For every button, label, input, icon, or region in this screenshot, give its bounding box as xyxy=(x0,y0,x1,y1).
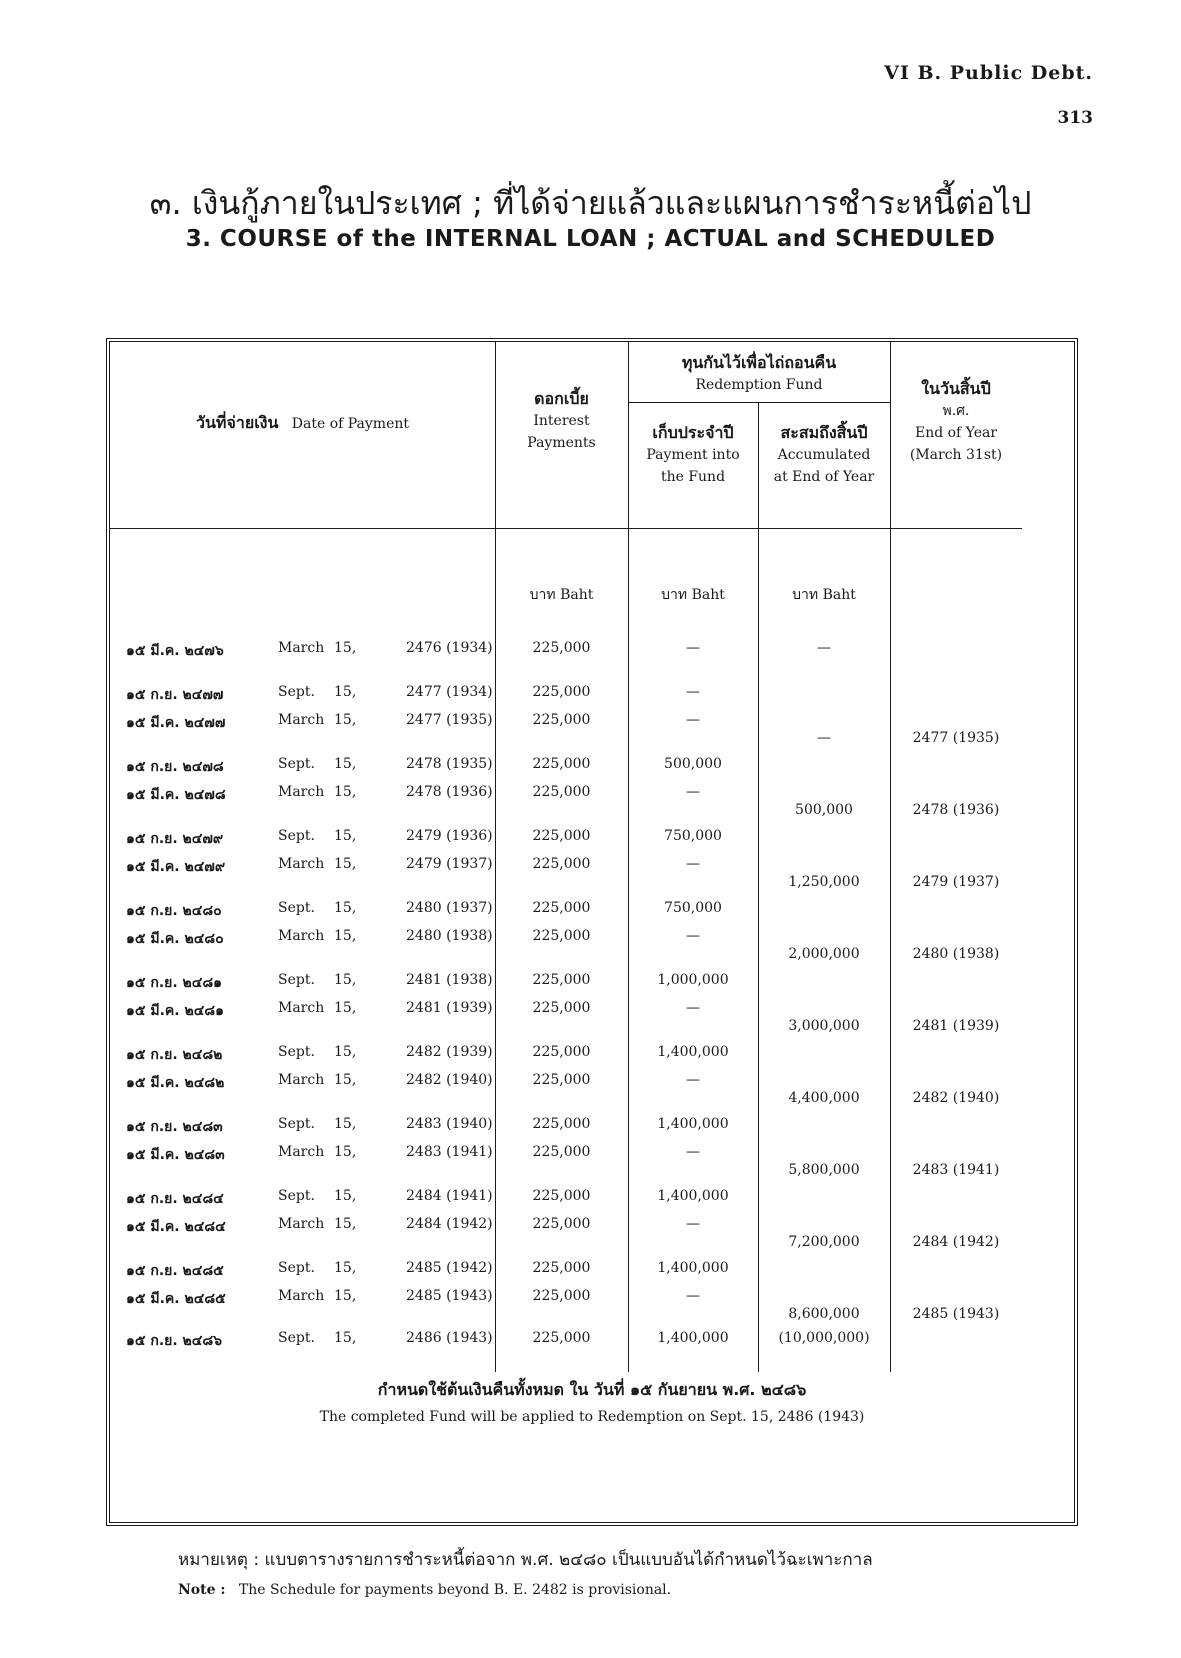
date-header-thai: วันที่จ่ายเงิน xyxy=(195,413,279,432)
row-accumulated: — xyxy=(817,730,831,746)
row-month: March xyxy=(278,928,325,944)
row-month: March xyxy=(278,712,325,728)
row-year: 2485 (1943) xyxy=(406,1288,493,1304)
row-date-thai: ๑๕ ก.ย. ๒๔๘๓ xyxy=(126,1119,223,1135)
row-interest: 225,000 xyxy=(532,856,591,872)
row-month: March xyxy=(278,640,325,656)
row-payment: 1,400,000 xyxy=(657,1330,729,1346)
row-payment: — xyxy=(686,1144,700,1160)
row-day: 15, xyxy=(334,784,357,800)
row-date-thai: ๑๕ ก.ย. ๒๔๗๙ xyxy=(126,831,224,847)
row-day: 15, xyxy=(334,1044,357,1060)
accum-header-en-1: Accumulated xyxy=(777,447,871,463)
row-end-of-year: 2484 (1942) xyxy=(912,1234,1000,1250)
row-day: 15, xyxy=(334,1330,357,1346)
row-interest: 225,000 xyxy=(532,1260,591,1276)
row-year: 2479 (1937) xyxy=(406,856,493,872)
interest-unit: บาท Baht xyxy=(529,587,594,603)
row-date-thai: ๑๕ มี.ค. ๒๔๘๑ xyxy=(126,1003,224,1019)
row-month: March xyxy=(278,784,325,800)
row-date-thai: ๑๕ ก.ย. ๒๔๘๐ xyxy=(126,903,222,919)
row-interest: 225,000 xyxy=(532,900,591,916)
row-payment: — xyxy=(686,784,700,800)
row-day: 15, xyxy=(334,712,357,728)
accum-header-en-2: at End of Year xyxy=(773,469,875,485)
payment-header-thai: เก็บประจำปี xyxy=(652,423,734,442)
row-year: 2481 (1939) xyxy=(406,1000,493,1016)
row-year: 2483 (1941) xyxy=(406,1144,493,1160)
note-thai: หมายเหตุ : แบบตารางรายการชำระหนี้ต่อจาก พ.ศ. ๒๔๘๐ เป็นแบบอันได้กำหนดไว้ฉะเพาะกาล xyxy=(178,1550,873,1570)
row-payment: 1,400,000 xyxy=(657,1260,729,1276)
fund-header-english: Redemption Fund xyxy=(695,377,823,393)
row-month: Sept. xyxy=(278,828,315,844)
row-payment: — xyxy=(686,1072,700,1088)
page-title-english: 3. COURSE of the INTERNAL LOAN ; ACTUAL and SCHEDULED xyxy=(185,226,996,252)
row-day: 15, xyxy=(334,1144,357,1160)
row-interest: 225,000 xyxy=(532,1288,591,1304)
payment-header-en-2: the Fund xyxy=(660,469,726,485)
row-month: March xyxy=(278,1216,325,1232)
row-accumulated: 2,000,000 xyxy=(788,946,860,962)
row-date-thai: ๑๕ ก.ย. ๒๔๗๘ xyxy=(126,759,224,775)
accum-header-thai: สะสมถึงสิ้นปี xyxy=(780,423,868,442)
row-payment: 500,000 xyxy=(664,756,722,772)
row-payment: — xyxy=(686,928,700,944)
note-label: Note : xyxy=(178,1582,226,1598)
row-month: Sept. xyxy=(278,684,315,700)
row-interest: 225,000 xyxy=(532,1116,591,1132)
row-month: March xyxy=(278,1000,325,1016)
row-date-thai: ๑๕ ก.ย. ๒๔๘๖ xyxy=(126,1333,223,1349)
row-year: 2477 (1934) xyxy=(406,684,493,700)
row-year: 2482 (1940) xyxy=(406,1072,493,1088)
eoy-header-thai-1: ในวันสิ้นปี xyxy=(921,379,991,398)
row-interest: 225,000 xyxy=(532,1144,591,1160)
eoy-header-thai-2: พ.ศ. xyxy=(942,403,970,419)
row-month: March xyxy=(278,1144,325,1160)
accum-header xyxy=(758,422,890,488)
row-interest: 225,000 xyxy=(532,712,591,728)
interest-header-thai: ดอกเบี้ย xyxy=(534,389,589,408)
interest-header xyxy=(495,388,628,454)
row-payment: 1,400,000 xyxy=(657,1116,729,1132)
row-month: Sept. xyxy=(278,1116,315,1132)
row-day: 15, xyxy=(334,1260,357,1276)
payment-unit: บาท Baht xyxy=(661,587,725,603)
row-interest: 225,000 xyxy=(532,928,591,944)
row-year: 2482 (1939) xyxy=(406,1044,493,1060)
row-end-of-year: 2480 (1938) xyxy=(912,946,1000,962)
page-number: 313 xyxy=(1057,108,1093,128)
payment-header-en-1: Payment into xyxy=(646,447,740,463)
row-year: 2481 (1938) xyxy=(406,972,493,988)
row-interest: 225,000 xyxy=(532,1000,591,1016)
row-date-thai: ๑๕ ก.ย. ๒๔๘๑ xyxy=(126,975,223,991)
date-header-english: Date of Payment xyxy=(291,416,410,432)
table-footer-english: The completed Fund will be applied to Redemption on Sept. 15, 2486 (1943) xyxy=(319,1409,865,1425)
fund-header-thai: ทุนกันไว้เพื่อไถ่ถอนคืน xyxy=(681,353,837,372)
date-header xyxy=(110,412,495,435)
row-accumulated: — xyxy=(817,640,831,656)
eoy-header-en-2: (March 31st) xyxy=(909,447,1003,463)
row-payment: 1,400,000 xyxy=(657,1188,729,1204)
row-accumulated: 5,800,000 xyxy=(788,1162,860,1178)
row-interest: 225,000 xyxy=(532,640,591,656)
end-of-year-header xyxy=(890,378,1022,466)
row-date-thai: ๑๕ มี.ค. ๒๔๗๘ xyxy=(126,787,226,803)
row-month: Sept. xyxy=(278,1330,315,1346)
row-month: Sept. xyxy=(278,756,315,772)
row-payment: — xyxy=(686,640,700,656)
row-day: 15, xyxy=(334,1216,357,1232)
row-date-thai: ๑๕ มี.ค. ๒๔๗๖ xyxy=(126,643,224,659)
row-day: 15, xyxy=(334,828,357,844)
row-date-thai: ๑๕ มี.ค. ๒๔๘๔ xyxy=(126,1219,226,1235)
row-accumulated: 500,000 xyxy=(795,802,853,818)
row-end-of-year: 2485 (1943) xyxy=(912,1306,1000,1322)
row-end-of-year: 2481 (1939) xyxy=(912,1018,1000,1034)
row-end-of-year: 2482 (1940) xyxy=(912,1090,1000,1106)
row-month: Sept. xyxy=(278,1188,315,1204)
row-accumulated: 8,600,000 xyxy=(788,1306,860,1322)
row-day: 15, xyxy=(334,972,357,988)
row-accumulated: 1,250,000 xyxy=(788,874,860,890)
row-accumulated: (10,000,000) xyxy=(778,1330,870,1346)
row-day: 15, xyxy=(334,1000,357,1016)
section-header: VI B. Public Debt. xyxy=(884,62,1093,84)
row-day: 15, xyxy=(334,1188,357,1204)
row-date-thai: ๑๕ ก.ย. ๒๔๗๗ xyxy=(126,687,224,703)
row-payment: 1,400,000 xyxy=(657,1044,729,1060)
row-payment: — xyxy=(686,712,700,728)
row-payment: — xyxy=(686,856,700,872)
note-english xyxy=(178,1582,671,1598)
note-text: The Schedule for payments beyond B. E. 2482 is provisional. xyxy=(238,1582,672,1598)
row-interest: 225,000 xyxy=(532,784,591,800)
row-interest: 225,000 xyxy=(532,756,591,772)
header-divider xyxy=(110,528,1022,529)
row-accumulated: 3,000,000 xyxy=(788,1018,860,1034)
row-year: 2483 (1940) xyxy=(406,1116,493,1132)
row-payment: 1,000,000 xyxy=(657,972,729,988)
row-interest: 225,000 xyxy=(532,972,591,988)
row-day: 15, xyxy=(334,856,357,872)
row-payment: — xyxy=(686,1216,700,1232)
row-interest: 225,000 xyxy=(532,828,591,844)
row-month: March xyxy=(278,1072,325,1088)
row-year: 2486 (1943) xyxy=(406,1330,493,1346)
row-payment: — xyxy=(686,1288,700,1304)
row-month: Sept. xyxy=(278,972,315,988)
row-day: 15, xyxy=(334,928,357,944)
accum-unit: บาท Baht xyxy=(792,587,856,603)
row-year: 2484 (1941) xyxy=(406,1188,493,1204)
interest-header-en-2: Payments xyxy=(527,435,596,451)
row-interest: 225,000 xyxy=(532,1044,591,1060)
row-day: 15, xyxy=(334,1116,357,1132)
row-date-thai: ๑๕ มี.ค. ๒๔๗๙ xyxy=(126,859,226,875)
row-month: March xyxy=(278,856,325,872)
row-payment: 750,000 xyxy=(664,900,722,916)
row-date-thai: ๑๕ มี.ค. ๒๔๘๕ xyxy=(126,1291,226,1307)
row-interest: 225,000 xyxy=(532,1216,591,1232)
row-interest: 225,000 xyxy=(532,684,591,700)
row-end-of-year: 2483 (1941) xyxy=(912,1162,1000,1178)
page-title-thai: ๓. เงินกู้ภายในประเทศ ; ที่ได้จ่ายแล้วและแผนการชำระหนี้ต่อไป xyxy=(149,184,1032,222)
row-month: Sept. xyxy=(278,1260,315,1276)
eoy-header-en-1: End of Year xyxy=(914,425,998,441)
row-year: 2477 (1935) xyxy=(406,712,493,728)
fund-subheader-divider xyxy=(628,402,890,403)
row-date-thai: ๑๕ ก.ย. ๒๔๘๒ xyxy=(126,1047,223,1063)
row-day: 15, xyxy=(334,1072,357,1088)
row-date-thai: ๑๕ มี.ค. ๒๔๗๗ xyxy=(126,715,226,731)
row-month: Sept. xyxy=(278,1044,315,1060)
table-footer xyxy=(110,1378,1074,1425)
row-interest: 225,000 xyxy=(532,1188,591,1204)
row-month: Sept. xyxy=(278,900,315,916)
row-payment: — xyxy=(686,684,700,700)
row-day: 15, xyxy=(334,900,357,916)
table-footer-thai: กำหนดใช้ต้นเงินคืนทั้งหมด ใน วันที่ ๑๕ กันยายน พ.ศ. ๒๔๘๖ xyxy=(377,1380,807,1399)
row-year: 2484 (1942) xyxy=(406,1216,493,1232)
col-divider-4 xyxy=(890,342,891,1372)
row-end-of-year: 2479 (1937) xyxy=(912,874,1000,890)
row-end-of-year: 2477 (1935) xyxy=(912,730,1000,746)
row-date-thai: ๑๕ มี.ค. ๒๔๘๓ xyxy=(126,1147,225,1163)
row-accumulated: 7,200,000 xyxy=(788,1234,860,1250)
row-date-thai: ๑๕ ก.ย. ๒๔๘๔ xyxy=(126,1191,224,1207)
payment-header xyxy=(628,422,758,488)
row-date-thai: ๑๕ ก.ย. ๒๔๘๕ xyxy=(126,1263,224,1279)
row-year: 2478 (1936) xyxy=(406,784,493,800)
row-year: 2479 (1936) xyxy=(406,828,493,844)
row-payment: — xyxy=(686,1000,700,1016)
row-day: 15, xyxy=(334,684,357,700)
row-month: March xyxy=(278,1288,325,1304)
row-accumulated: 4,400,000 xyxy=(788,1090,860,1106)
row-end-of-year: 2478 (1936) xyxy=(912,802,1000,818)
row-day: 15, xyxy=(334,756,357,772)
row-date-thai: ๑๕ มี.ค. ๒๔๘๐ xyxy=(126,931,224,947)
row-year: 2476 (1934) xyxy=(406,640,493,656)
interest-header-en-1: Interest xyxy=(533,413,590,429)
row-day: 15, xyxy=(334,640,357,656)
debt-table xyxy=(106,338,1078,1526)
row-year: 2485 (1942) xyxy=(406,1260,493,1276)
row-interest: 225,000 xyxy=(532,1330,591,1346)
row-year: 2480 (1937) xyxy=(406,900,493,916)
row-payment: 750,000 xyxy=(664,828,722,844)
row-day: 15, xyxy=(334,1288,357,1304)
row-year: 2480 (1938) xyxy=(406,928,493,944)
row-interest: 225,000 xyxy=(532,1072,591,1088)
row-date-thai: ๑๕ มี.ค. ๒๔๘๒ xyxy=(126,1075,225,1091)
fund-header xyxy=(628,352,890,396)
row-year: 2478 (1935) xyxy=(406,756,493,772)
